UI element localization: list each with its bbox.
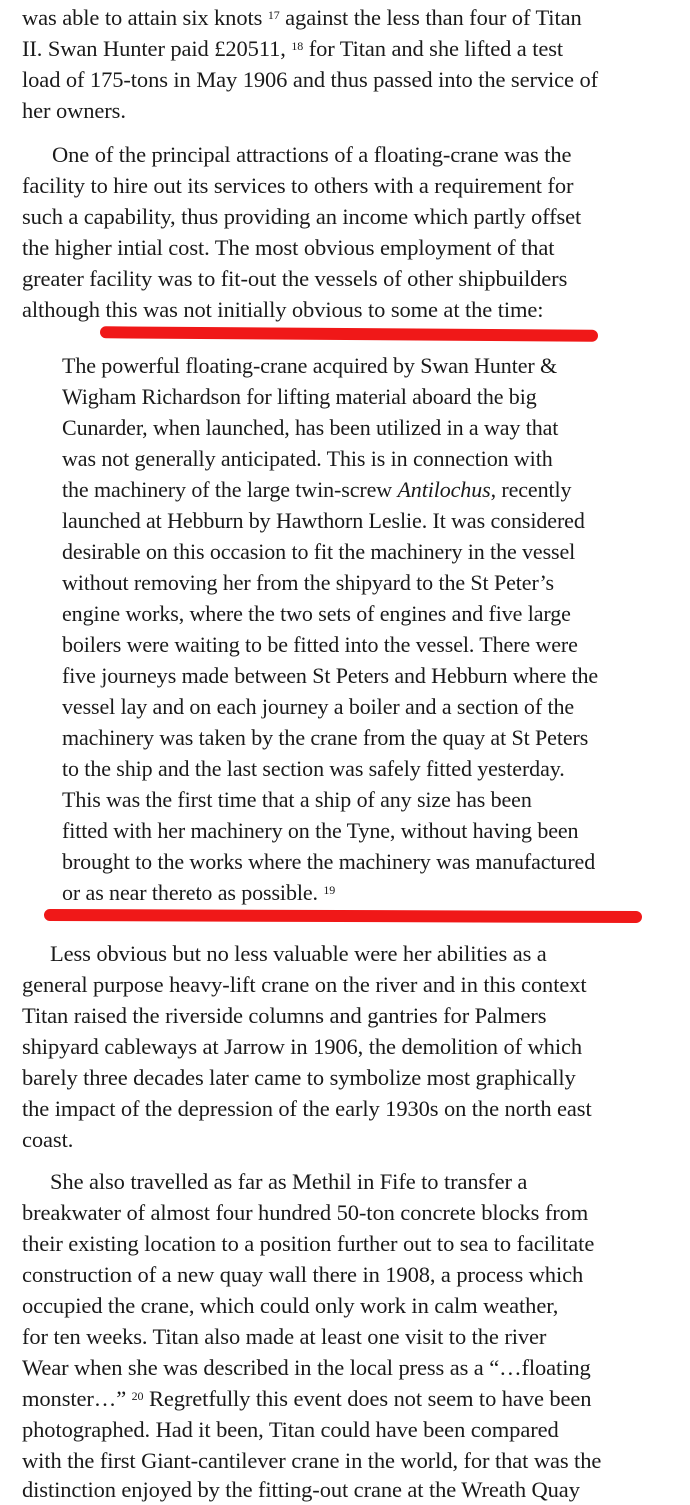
- quote-line: engine works, where the two sets of engines and five large: [62, 601, 571, 626]
- text-line: barely three decades later came to symbolize most graphically: [22, 1065, 576, 1090]
- text-line: general purpose heavy-lift crane on the river and in this context: [22, 972, 587, 997]
- quote-line: or as near thereto as possible. $^{19}$: [62, 880, 336, 905]
- text-line: II. Swan Hunter paid £20511, $^{18}$ for Titan and she lifted a test: [22, 36, 564, 61]
- text-line: her owners.: [22, 98, 126, 123]
- text-line: such a capability, thus providing an income which partly offset: [22, 204, 582, 229]
- quote-line: machinery was taken by the crane from the quay at St Peters: [62, 725, 589, 750]
- text-line: the higher intial cost. The most obvious employment of that: [22, 235, 555, 260]
- quote-line: was not generally anticipated. This is in connection with: [62, 446, 553, 471]
- quote-line: to the ship and the last section was safely fitted yesterday.: [62, 756, 565, 781]
- quote-line: fitted with her machinery on the Tyne, without having been: [62, 818, 579, 843]
- text-line: distinction enjoyed by the fitting-out crane at the Wreath Quay: [22, 1477, 580, 1502]
- quote-line: brought to the works where the machinery was manufactured: [62, 849, 596, 874]
- footnote-ref-19: 19: [323, 883, 336, 897]
- quote-line: Cunarder, when launched, has been utilized in a way that: [62, 415, 559, 440]
- text-line: the impact of the depression of the early 1930s on the north east: [22, 1096, 592, 1121]
- quote-line: boilers were waiting to be fitted into the vessel. There were: [62, 632, 578, 657]
- text-line: Wear when she was described in the local press as a “…floating: [22, 1355, 591, 1380]
- text-line: One of the principal attractions of a floating-crane was the: [52, 142, 572, 167]
- text-line: with the first Giant-cantilever crane in the world, for that was the: [22, 1448, 602, 1473]
- text-line: Less obvious but no less valuable were her abilities as a: [50, 941, 547, 966]
- footnote-ref-20: 20: [131, 1389, 144, 1403]
- footnote-ref-18: 18: [291, 39, 304, 53]
- text-line: shipyard cableways at Jarrow in 1906, the demolition of which: [22, 1034, 583, 1059]
- ship-name: Antilochus: [397, 477, 491, 502]
- quote-line: This was the first time that a ship of any size has been: [62, 787, 532, 812]
- quote-line: the machinery of the large twin-screw Antilochus, recently: [62, 477, 572, 502]
- text-line: construction of a new quay wall there in 1908, a process which: [22, 1262, 584, 1287]
- text-line: occupied the crane, which could only work in calm weather,: [22, 1293, 559, 1318]
- quote-line: vessel lay and on each journey a boiler and a section of the: [62, 694, 575, 719]
- red-highlight-stroke: [100, 326, 598, 341]
- text-line: greater facility was to fit-out the vessels of other shipbuilders: [22, 266, 568, 291]
- text-line: monster…” $^{20}$ Regretfully this event does not seem to have been: [22, 1386, 592, 1411]
- text-line: breakwater of almost four hundred 50-ton concrete blocks from: [22, 1200, 589, 1225]
- text-line: photographed. Had it been, Titan could have been compared: [22, 1417, 559, 1442]
- text-line: load of 175-tons in May 1906 and thus passed into the service of: [22, 67, 598, 92]
- text-line: Titan raised the riverside columns and gantries for Palmers: [22, 1003, 547, 1028]
- text-line: although this was not initially obvious to some at the time:: [22, 297, 544, 322]
- red-highlight-stroke: [44, 909, 642, 923]
- quote-line: launched at Hebburn by Hawthorn Leslie. It was considered: [62, 508, 585, 533]
- text-line: facility to hire out its services to others with a requirement for: [22, 173, 574, 198]
- quote-line: five journeys made between St Peters and Hebburn where the: [62, 663, 599, 688]
- text-line: coast.: [22, 1127, 74, 1152]
- text-line: was able to attain six knots $^{17}$ against the less than four of Titan: [22, 5, 582, 30]
- text-line: She also travelled as far as Methil in Fife to transfer a: [50, 1169, 528, 1194]
- quote-line: The powerful floating-crane acquired by Swan Hunter &: [62, 353, 558, 378]
- text-line: their existing location to a position further out to sea to facilitate: [22, 1231, 595, 1256]
- footnote-ref-17: 17: [267, 8, 280, 22]
- text-line: for ten weeks. Titan also made at least one visit to the river: [22, 1324, 547, 1349]
- quote-line: without removing her from the shipyard to the St Peter’s: [62, 570, 554, 595]
- quote-line: desirable on this occasion to fit the machinery in the vessel: [62, 539, 576, 564]
- quote-line: Wigham Richardson for lifting material aboard the big: [62, 384, 537, 409]
